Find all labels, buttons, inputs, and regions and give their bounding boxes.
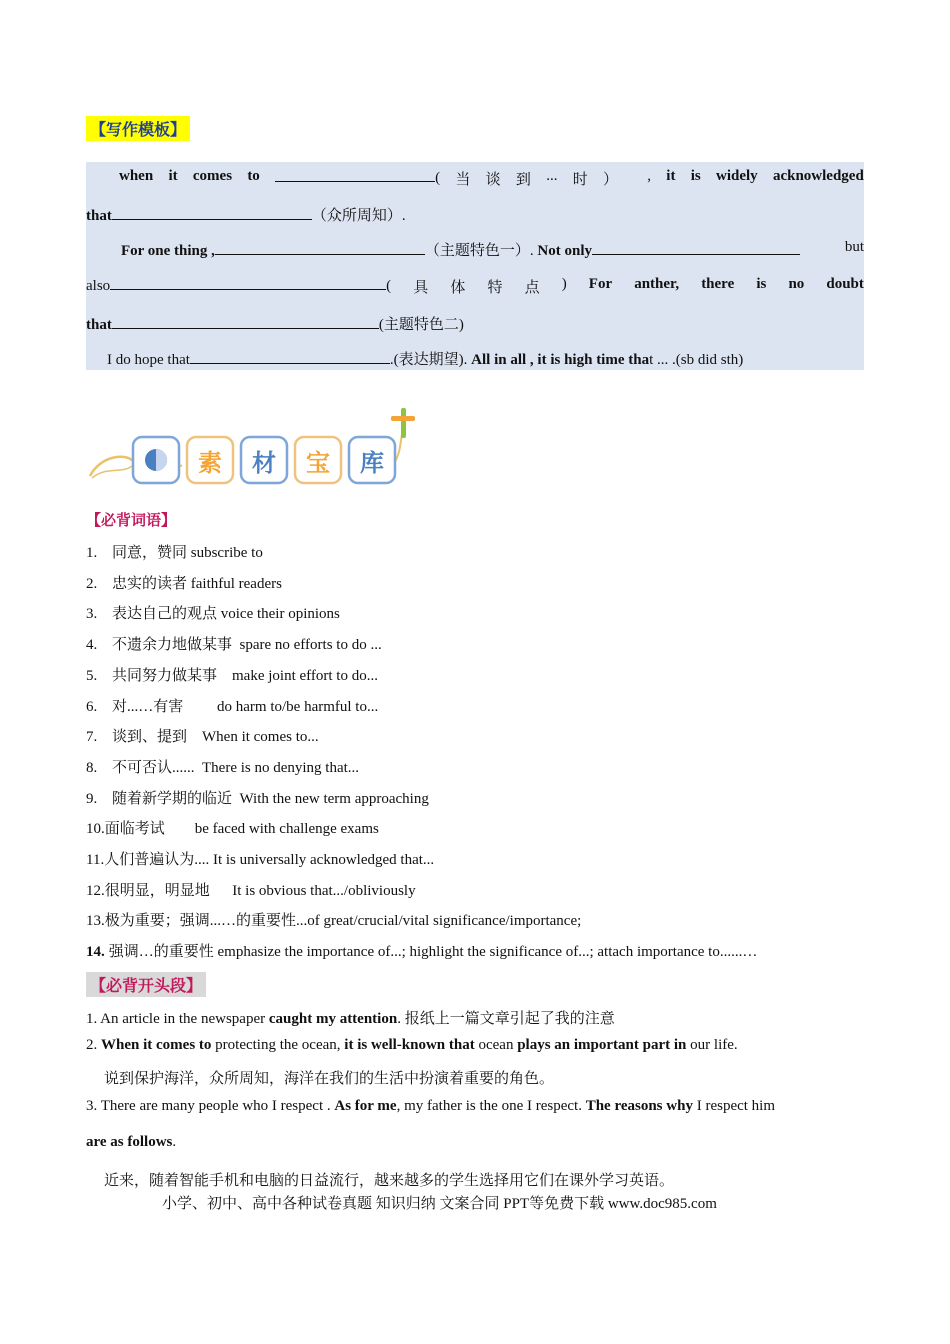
list-item bbox=[86, 602, 340, 623]
opening-paragraph-1 bbox=[86, 1007, 615, 1028]
template-box bbox=[86, 162, 864, 370]
text: . bbox=[172, 1134, 177, 1150]
list-text: 随着新学期的临近 With the new term approaching bbox=[112, 790, 429, 807]
phrase: All in all , it is high time tha bbox=[471, 352, 650, 368]
text: , my father is the one I respect. bbox=[396, 1098, 586, 1114]
word: ） bbox=[602, 172, 618, 188]
list-number: 4. bbox=[86, 637, 98, 654]
list-number: 13. bbox=[86, 913, 105, 930]
template-line-5 bbox=[86, 313, 864, 334]
bold-text: it is well-known that bbox=[344, 1037, 475, 1053]
list-item bbox=[86, 940, 757, 961]
bold-text: caught my attention bbox=[268, 1011, 398, 1027]
bold-text: The reasons why bbox=[585, 1098, 693, 1114]
word: 当 bbox=[455, 172, 471, 188]
list-number: 6. bbox=[86, 698, 98, 715]
word: there bbox=[701, 276, 735, 292]
list-item bbox=[86, 817, 379, 838]
text: . 报纸上一篇文章引起了我的注意 bbox=[397, 1011, 615, 1027]
word: it bbox=[168, 168, 178, 184]
template-line-1 bbox=[86, 168, 864, 189]
word: ... bbox=[546, 168, 558, 184]
word: comes bbox=[192, 168, 233, 184]
note: （众所周知）. bbox=[311, 208, 406, 224]
note: (主题特色二) bbox=[378, 317, 464, 333]
phrase: Not only bbox=[537, 243, 593, 259]
word: that bbox=[86, 208, 112, 224]
list-number: 11. bbox=[86, 852, 105, 868]
word: For bbox=[588, 276, 613, 292]
template-line-6 bbox=[86, 348, 864, 369]
blank-line bbox=[112, 206, 312, 220]
list-item bbox=[86, 787, 429, 808]
word: anther, bbox=[634, 276, 680, 292]
opening-paragraph-3-end bbox=[86, 1134, 176, 1151]
opening-paragraph-2 bbox=[86, 1037, 738, 1054]
list-item bbox=[86, 695, 378, 716]
banner-char: 宝 bbox=[306, 449, 330, 477]
list-number: 1. bbox=[86, 545, 98, 561]
list-item bbox=[86, 725, 319, 746]
list-text: 面临考试 be faced with challenge exams bbox=[104, 821, 379, 838]
word: acknowledged bbox=[772, 168, 864, 184]
list-item bbox=[86, 879, 416, 900]
word: ( bbox=[435, 170, 441, 186]
bold-text: plays an important part in bbox=[517, 1037, 687, 1053]
list-text: 忠实的读者 faithful readers bbox=[112, 575, 282, 592]
phrase: I do hope that bbox=[107, 352, 190, 368]
banner-char: 库 bbox=[360, 449, 384, 477]
list-number: 8. bbox=[86, 759, 98, 776]
list-text: 表达自己的观点 voice their opinions bbox=[112, 606, 340, 623]
list-text: 很明显，明显地 It is obvious that.../obliviously bbox=[104, 882, 416, 899]
vocab-heading: 【必背词语】 bbox=[86, 511, 177, 529]
template-line-4 bbox=[86, 276, 864, 297]
blank-line bbox=[110, 276, 386, 290]
list-item bbox=[86, 541, 263, 562]
word: it bbox=[666, 168, 676, 184]
list-number: 9. bbox=[86, 790, 98, 807]
template-line-2 bbox=[86, 204, 864, 225]
word: is bbox=[690, 168, 701, 184]
word: 时 bbox=[572, 172, 588, 188]
word: 具 bbox=[413, 280, 429, 296]
note: （主题特色一）. bbox=[424, 243, 538, 259]
word: to bbox=[247, 168, 260, 184]
list-item bbox=[86, 664, 378, 685]
word: when bbox=[119, 168, 154, 184]
list-item bbox=[86, 756, 359, 777]
blank-line bbox=[275, 168, 435, 182]
word: ) bbox=[561, 276, 567, 292]
sparkle-icon bbox=[391, 408, 415, 438]
banner-char: 材 bbox=[252, 449, 276, 477]
text: 2. bbox=[86, 1037, 101, 1053]
list-number: 5. bbox=[86, 667, 98, 684]
text: I respect him bbox=[692, 1098, 776, 1114]
footer-text: 小学、初中、高中各种试卷真题 知识归纳 文案合同 PPT等免费下载 www.doc985.com bbox=[162, 1196, 717, 1212]
word: 特 bbox=[487, 280, 503, 296]
list-number: 10. bbox=[86, 821, 105, 838]
list-number: 12. bbox=[86, 882, 105, 899]
template-line-3 bbox=[86, 239, 864, 260]
blank-line bbox=[215, 241, 425, 255]
text: protecting the ocean, bbox=[211, 1037, 345, 1053]
material-library-banner bbox=[86, 404, 426, 490]
blank-line bbox=[190, 350, 390, 364]
word: is bbox=[756, 276, 767, 292]
text: our life. bbox=[686, 1037, 738, 1053]
list-number: 7. bbox=[86, 729, 98, 746]
word: no bbox=[788, 276, 805, 292]
text: 1. An article in the newspaper bbox=[86, 1011, 269, 1027]
list-text: 同意，赞同 subscribe to bbox=[112, 545, 263, 561]
word: that bbox=[86, 317, 112, 333]
word: widely bbox=[716, 168, 758, 184]
blank-line bbox=[592, 241, 800, 255]
list-number: 2. bbox=[86, 575, 98, 592]
list-text: 谈到、提到 When it comes to... bbox=[112, 729, 319, 746]
word: 到 bbox=[515, 172, 531, 188]
banner-char: 素 bbox=[198, 449, 222, 477]
word: 谈 bbox=[485, 172, 501, 188]
word: 体 bbox=[450, 280, 466, 296]
note: .(表达期望). bbox=[389, 352, 472, 368]
list-text: 不遗余力地做某事 spare no efforts to do ... bbox=[112, 637, 382, 654]
phrase: t ... .(sb did sth) bbox=[649, 352, 744, 368]
list-text: 极为重要；强调...…的重要性...of great/crucial/vital significance/importance; bbox=[104, 913, 582, 930]
list-text: 强调…的重要性 emphasize the importance of...; highlight the significance of...; attach importance to......… bbox=[108, 944, 758, 961]
list-number: 14. bbox=[86, 944, 105, 961]
word: but bbox=[844, 239, 864, 255]
blank-line bbox=[112, 315, 379, 329]
word: , bbox=[647, 168, 652, 184]
opening-paragraph-4: 近来，随着智能手机和电脑的日益流行，越来越多的学生选择用它们在课外学习英语。 bbox=[104, 1173, 675, 1189]
text: 3. There are many people who I respect . bbox=[86, 1098, 335, 1114]
bold-text: As for me bbox=[334, 1098, 397, 1114]
word: 点 bbox=[524, 280, 540, 296]
opening-paragraph-2-translation: 说到保护海洋，众所周知，海洋在我们的生活中扮演着重要的角色。 bbox=[104, 1071, 555, 1087]
list-item bbox=[86, 848, 434, 869]
list-text: 对...…有害 do harm to/be harmful to... bbox=[112, 698, 379, 715]
opening-heading: 【必背开头段】 bbox=[86, 972, 206, 997]
list-text: 共同努力做某事 make joint effort to do... bbox=[112, 667, 378, 684]
bold-text: are as follows bbox=[86, 1134, 173, 1150]
list-item bbox=[86, 572, 282, 593]
list-item bbox=[86, 633, 382, 654]
word: doubt bbox=[826, 276, 864, 292]
list-number: 3. bbox=[86, 606, 98, 623]
template-heading: 【写作模板】 bbox=[86, 116, 190, 141]
text: ocean bbox=[474, 1037, 518, 1053]
phrase: For one thing , bbox=[121, 243, 215, 259]
word: also bbox=[86, 278, 111, 294]
opening-paragraph-3 bbox=[86, 1098, 775, 1115]
word: ( bbox=[386, 278, 392, 294]
list-item bbox=[86, 909, 581, 930]
bold-text: When it comes to bbox=[101, 1037, 212, 1053]
list-text: 人们普遍认为.... It is universally acknowledged that... bbox=[104, 852, 435, 868]
list-text: 不可否认...... There is no denying that... bbox=[112, 759, 360, 776]
